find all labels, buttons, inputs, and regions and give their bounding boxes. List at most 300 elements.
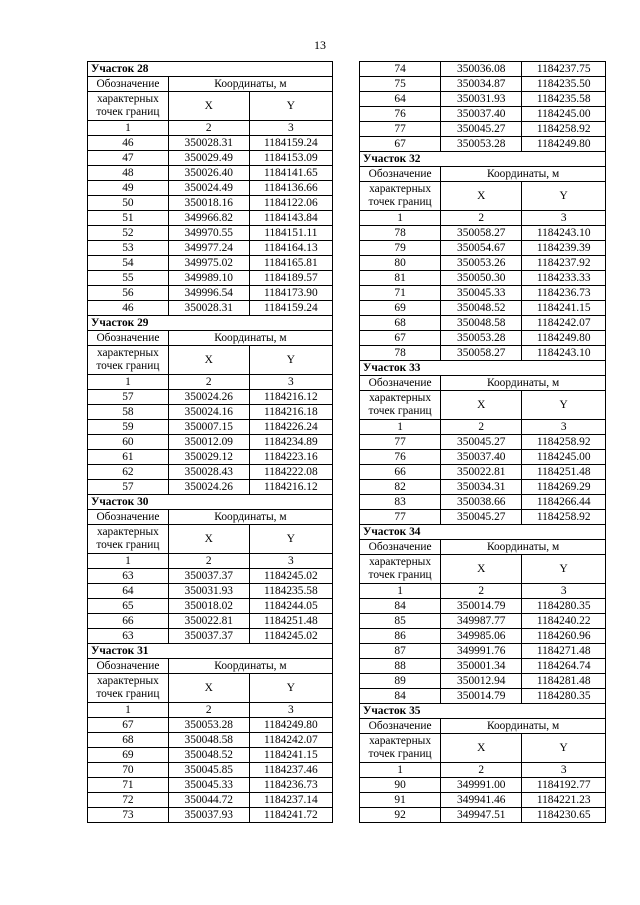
point-number: 73 (88, 808, 169, 823)
x-coordinate: 350028.43 (168, 465, 249, 480)
section-title-row (88, 644, 333, 659)
y-coordinate: 1184258.92 (522, 510, 606, 525)
point-number: 84 (360, 689, 441, 704)
table-row (88, 793, 333, 808)
table-row (360, 77, 606, 92)
table-row (360, 659, 606, 674)
header-designation: Обозначение (360, 540, 441, 555)
y-coordinate: 1184245.00 (522, 450, 606, 465)
x-coordinate: 350031.93 (441, 92, 522, 107)
header-y: Y (249, 674, 332, 703)
x-coordinate: 350037.37 (168, 629, 249, 644)
point-number: 55 (88, 271, 169, 286)
column-number: 3 (522, 211, 606, 226)
table-row (360, 674, 606, 689)
header-coordinates: Координаты, м (168, 510, 332, 525)
x-coordinate: 350034.31 (441, 480, 522, 495)
point-number: 67 (360, 331, 441, 346)
point-number: 77 (360, 510, 441, 525)
x-coordinate: 349941.46 (441, 793, 522, 808)
header-row (88, 77, 333, 92)
y-coordinate: 1184243.10 (522, 226, 606, 241)
x-coordinate: 349989.10 (168, 271, 249, 286)
table-row (360, 465, 606, 480)
header-designation: Обозначение (88, 510, 169, 525)
header-row (360, 540, 606, 555)
point-number: 76 (360, 107, 441, 122)
header-row (360, 376, 606, 391)
x-coordinate: 349975.02 (168, 256, 249, 271)
point-number: 51 (88, 211, 169, 226)
column-number: 1 (88, 121, 169, 136)
x-coordinate: 350054.67 (441, 241, 522, 256)
table-row (88, 271, 333, 286)
y-coordinate: 1184230.65 (522, 808, 606, 823)
left-coordinates-table (87, 61, 333, 823)
point-number: 69 (360, 301, 441, 316)
header-row (360, 391, 606, 420)
y-coordinate: 1184240.22 (522, 614, 606, 629)
section-title: Участок 30 (88, 495, 333, 510)
point-number: 74 (360, 62, 441, 77)
table-row (88, 599, 333, 614)
y-coordinate: 1184258.92 (522, 435, 606, 450)
x-coordinate: 349991.76 (441, 644, 522, 659)
point-number: 77 (360, 122, 441, 137)
header-row (88, 331, 333, 346)
x-coordinate: 350048.52 (168, 748, 249, 763)
table-row (88, 181, 333, 196)
header-y: Y (249, 525, 332, 554)
table-row (360, 644, 606, 659)
y-coordinate: 1184153.09 (249, 151, 332, 166)
header-designation: Обозначение (360, 376, 441, 391)
header-coordinates: Координаты, м (168, 331, 332, 346)
y-coordinate: 1184281.48 (522, 674, 606, 689)
x-coordinate: 350007.15 (168, 420, 249, 435)
header-y: Y (522, 182, 606, 211)
header-y: Y (249, 92, 332, 121)
point-number: 61 (88, 450, 169, 465)
x-coordinate: 350029.12 (168, 450, 249, 465)
point-number: 72 (88, 793, 169, 808)
point-number: 67 (360, 137, 441, 152)
point-number: 78 (360, 226, 441, 241)
x-coordinate: 350024.16 (168, 405, 249, 420)
header-coordinates: Координаты, м (168, 77, 332, 92)
y-coordinate: 1184164.13 (249, 241, 332, 256)
header-designation: Обозначение (360, 719, 441, 734)
table-row (88, 256, 333, 271)
point-number: 85 (360, 614, 441, 629)
y-coordinate: 1184234.89 (249, 435, 332, 450)
x-coordinate: 350018.16 (168, 196, 249, 211)
table-row (88, 211, 333, 226)
column-number-row (88, 554, 333, 569)
point-number: 63 (88, 629, 169, 644)
header-characteristic: характерных точек границ (88, 346, 169, 375)
x-coordinate: 350014.79 (441, 689, 522, 704)
point-number: 81 (360, 271, 441, 286)
column-number: 2 (441, 211, 522, 226)
y-coordinate: 1184249.80 (522, 137, 606, 152)
y-coordinate: 1184216.18 (249, 405, 332, 420)
point-number: 77 (360, 435, 441, 450)
y-coordinate: 1184141.65 (249, 166, 332, 181)
y-coordinate: 1184251.48 (249, 614, 332, 629)
x-coordinate: 350012.09 (168, 435, 249, 450)
table-row (88, 166, 333, 181)
y-coordinate: 1184236.73 (249, 778, 332, 793)
table-row (360, 495, 606, 510)
column-number: 3 (249, 375, 332, 390)
y-coordinate: 1184258.92 (522, 122, 606, 137)
section-title-row (360, 525, 606, 540)
x-coordinate: 350028.31 (168, 301, 249, 316)
y-coordinate: 1184260.96 (522, 629, 606, 644)
y-coordinate: 1184189.57 (249, 271, 332, 286)
x-coordinate: 350045.27 (441, 435, 522, 450)
table-row (360, 778, 606, 793)
table-row (360, 435, 606, 450)
header-designation: Обозначение (88, 659, 169, 674)
table-row (360, 629, 606, 644)
header-row (360, 182, 606, 211)
header-characteristic: характерных точек границ (360, 734, 441, 763)
table-row (88, 435, 333, 450)
table-row (88, 584, 333, 599)
section-title-row (360, 361, 606, 376)
header-x: X (168, 674, 249, 703)
table-row (88, 718, 333, 733)
y-coordinate: 1184241.15 (249, 748, 332, 763)
header-row (88, 659, 333, 674)
table-row (360, 450, 606, 465)
header-coordinates: Координаты, м (441, 719, 606, 734)
point-number: 62 (88, 465, 169, 480)
y-coordinate: 1184237.46 (249, 763, 332, 778)
header-x: X (441, 391, 522, 420)
column-number: 3 (249, 121, 332, 136)
table-row (360, 122, 606, 137)
y-coordinate: 1184151.11 (249, 226, 332, 241)
y-coordinate: 1184241.72 (249, 808, 332, 823)
y-coordinate: 1184251.48 (522, 465, 606, 480)
x-coordinate: 350012.94 (441, 674, 522, 689)
column-number: 2 (168, 121, 249, 136)
x-coordinate: 350053.28 (168, 718, 249, 733)
table-row (360, 92, 606, 107)
point-number: 63 (88, 569, 169, 584)
point-number: 87 (360, 644, 441, 659)
table-row (88, 629, 333, 644)
y-coordinate: 1184237.75 (522, 62, 606, 77)
table-row (88, 614, 333, 629)
header-x: X (168, 92, 249, 121)
point-number: 49 (88, 181, 169, 196)
x-coordinate: 350024.49 (168, 181, 249, 196)
x-coordinate: 349947.51 (441, 808, 522, 823)
column-number: 3 (249, 554, 332, 569)
y-coordinate: 1184216.12 (249, 390, 332, 405)
column-number: 1 (360, 211, 441, 226)
y-coordinate: 1184122.06 (249, 196, 332, 211)
column-number: 1 (88, 554, 169, 569)
x-coordinate: 349991.00 (441, 778, 522, 793)
x-coordinate: 350053.28 (441, 331, 522, 346)
section-title: Участок 34 (360, 525, 606, 540)
point-number: 53 (88, 241, 169, 256)
point-number: 88 (360, 659, 441, 674)
x-coordinate: 350045.27 (441, 122, 522, 137)
y-coordinate: 1184280.35 (522, 689, 606, 704)
table-row (360, 256, 606, 271)
y-coordinate: 1184235.50 (522, 77, 606, 92)
x-coordinate: 350045.33 (168, 778, 249, 793)
header-row (360, 734, 606, 763)
x-coordinate: 350001.34 (441, 659, 522, 674)
header-coordinates: Координаты, м (441, 167, 606, 182)
header-row (360, 555, 606, 584)
table-row (360, 241, 606, 256)
header-coordinates: Координаты, м (168, 659, 332, 674)
section-title: Участок 28 (88, 62, 333, 77)
header-characteristic: характерных точек границ (88, 92, 169, 121)
header-designation: Обозначение (88, 77, 169, 92)
header-characteristic: характерных точек границ (360, 391, 441, 420)
column-number: 1 (360, 763, 441, 778)
x-coordinate: 349977.24 (168, 241, 249, 256)
y-coordinate: 1184236.73 (522, 286, 606, 301)
section-title-row (88, 62, 333, 77)
y-coordinate: 1184242.07 (522, 316, 606, 331)
page-number: 13 (314, 38, 326, 52)
x-coordinate: 350053.28 (441, 137, 522, 152)
x-coordinate: 350050.30 (441, 271, 522, 286)
x-coordinate: 350044.72 (168, 793, 249, 808)
point-number: 76 (360, 450, 441, 465)
header-x: X (441, 734, 522, 763)
y-coordinate: 1184173.90 (249, 286, 332, 301)
x-coordinate: 350058.27 (441, 346, 522, 361)
point-number: 66 (360, 465, 441, 480)
header-characteristic: характерных точек границ (88, 674, 169, 703)
header-x: X (168, 525, 249, 554)
point-number: 68 (88, 733, 169, 748)
y-coordinate: 1184266.44 (522, 495, 606, 510)
point-number: 71 (88, 778, 169, 793)
header-designation: Обозначение (360, 167, 441, 182)
column-number-row (360, 211, 606, 226)
right-column (359, 61, 606, 823)
x-coordinate: 350038.66 (441, 495, 522, 510)
x-coordinate: 350037.37 (168, 569, 249, 584)
column-number: 1 (88, 375, 169, 390)
table-row (360, 510, 606, 525)
point-number: 47 (88, 151, 169, 166)
x-coordinate: 349987.77 (441, 614, 522, 629)
point-number: 58 (88, 405, 169, 420)
header-row (360, 719, 606, 734)
table-row (88, 151, 333, 166)
table-row (88, 778, 333, 793)
x-coordinate: 350037.40 (441, 107, 522, 122)
table-row (88, 569, 333, 584)
point-number: 60 (88, 435, 169, 450)
column-number-row (88, 703, 333, 718)
y-coordinate: 1184143.84 (249, 211, 332, 226)
y-coordinate: 1184223.16 (249, 450, 332, 465)
point-number: 59 (88, 420, 169, 435)
table-row (360, 480, 606, 495)
header-coordinates: Координаты, м (441, 540, 606, 555)
table-row (88, 241, 333, 256)
y-coordinate: 1184226.24 (249, 420, 332, 435)
x-coordinate: 350034.87 (441, 77, 522, 92)
point-number: 86 (360, 629, 441, 644)
y-coordinate: 1184249.80 (522, 331, 606, 346)
y-coordinate: 1184237.14 (249, 793, 332, 808)
section-title-row (88, 495, 333, 510)
point-number: 83 (360, 495, 441, 510)
point-number: 71 (360, 286, 441, 301)
y-coordinate: 1184159.24 (249, 301, 332, 316)
header-characteristic: характерных точек границ (360, 182, 441, 211)
y-coordinate: 1184269.29 (522, 480, 606, 495)
column-number-row (360, 763, 606, 778)
point-number: 57 (88, 390, 169, 405)
point-number: 52 (88, 226, 169, 241)
right-coordinates-table (359, 61, 606, 823)
x-coordinate: 350031.93 (168, 584, 249, 599)
y-coordinate: 1184245.02 (249, 569, 332, 584)
table-row (88, 405, 333, 420)
table-row (88, 301, 333, 316)
header-y: Y (522, 734, 606, 763)
table-row (88, 748, 333, 763)
table-row (360, 599, 606, 614)
column-number: 2 (168, 375, 249, 390)
header-x: X (441, 555, 522, 584)
column-number: 2 (168, 703, 249, 718)
column-number: 3 (522, 420, 606, 435)
table-row (88, 450, 333, 465)
point-number: 46 (88, 136, 169, 151)
header-y: Y (522, 555, 606, 584)
column-number: 3 (522, 584, 606, 599)
column-number: 1 (88, 703, 169, 718)
table-row (88, 480, 333, 495)
x-coordinate: 350045.27 (441, 510, 522, 525)
y-coordinate: 1184235.58 (249, 584, 332, 599)
point-number: 50 (88, 196, 169, 211)
column-number: 2 (168, 554, 249, 569)
x-coordinate: 350045.85 (168, 763, 249, 778)
y-coordinate: 1184192.77 (522, 778, 606, 793)
column-number-row (360, 420, 606, 435)
column-number-row (88, 375, 333, 390)
point-number: 68 (360, 316, 441, 331)
point-number: 82 (360, 480, 441, 495)
point-number: 89 (360, 674, 441, 689)
section-title: Участок 29 (88, 316, 333, 331)
y-coordinate: 1184249.80 (249, 718, 332, 733)
point-number: 57 (88, 480, 169, 495)
y-coordinate: 1184243.10 (522, 346, 606, 361)
y-coordinate: 1184264.74 (522, 659, 606, 674)
table-row (88, 196, 333, 211)
y-coordinate: 1184271.48 (522, 644, 606, 659)
y-coordinate: 1184222.08 (249, 465, 332, 480)
x-coordinate: 350037.93 (168, 808, 249, 823)
x-coordinate: 349985.06 (441, 629, 522, 644)
table-row (360, 286, 606, 301)
column-number: 2 (441, 420, 522, 435)
table-row (88, 136, 333, 151)
x-coordinate: 350028.31 (168, 136, 249, 151)
point-number: 69 (88, 748, 169, 763)
point-number: 54 (88, 256, 169, 271)
x-coordinate: 350024.26 (168, 480, 249, 495)
header-x: X (168, 346, 249, 375)
header-designation: Обозначение (88, 331, 169, 346)
x-coordinate: 349996.54 (168, 286, 249, 301)
point-number: 78 (360, 346, 441, 361)
table-row (88, 286, 333, 301)
point-number: 48 (88, 166, 169, 181)
x-coordinate: 350053.26 (441, 256, 522, 271)
header-coordinates: Координаты, м (441, 376, 606, 391)
section-title: Участок 32 (360, 152, 606, 167)
header-y: Y (249, 346, 332, 375)
header-row (88, 510, 333, 525)
table-row (360, 614, 606, 629)
point-number: 70 (88, 763, 169, 778)
table-row (88, 226, 333, 241)
column-number-row (88, 121, 333, 136)
table-row (360, 226, 606, 241)
y-coordinate: 1184165.81 (249, 256, 332, 271)
table-row (88, 733, 333, 748)
table-row (88, 808, 333, 823)
column-number: 2 (441, 584, 522, 599)
y-coordinate: 1184237.92 (522, 256, 606, 271)
y-coordinate: 1184233.33 (522, 271, 606, 286)
header-y: Y (522, 391, 606, 420)
table-row (360, 316, 606, 331)
point-number: 66 (88, 614, 169, 629)
x-coordinate: 350048.52 (441, 301, 522, 316)
section-title: Участок 31 (88, 644, 333, 659)
table-row (88, 763, 333, 778)
x-coordinate: 350058.27 (441, 226, 522, 241)
header-row (88, 674, 333, 703)
table-row (88, 390, 333, 405)
point-number: 79 (360, 241, 441, 256)
y-coordinate: 1184159.24 (249, 136, 332, 151)
x-coordinate: 350045.33 (441, 286, 522, 301)
header-row (360, 167, 606, 182)
point-number: 90 (360, 778, 441, 793)
header-row (88, 346, 333, 375)
point-number: 80 (360, 256, 441, 271)
point-number: 67 (88, 718, 169, 733)
x-coordinate: 350037.40 (441, 450, 522, 465)
point-number: 64 (360, 92, 441, 107)
table-row (360, 301, 606, 316)
x-coordinate: 350048.58 (168, 733, 249, 748)
point-number: 46 (88, 301, 169, 316)
